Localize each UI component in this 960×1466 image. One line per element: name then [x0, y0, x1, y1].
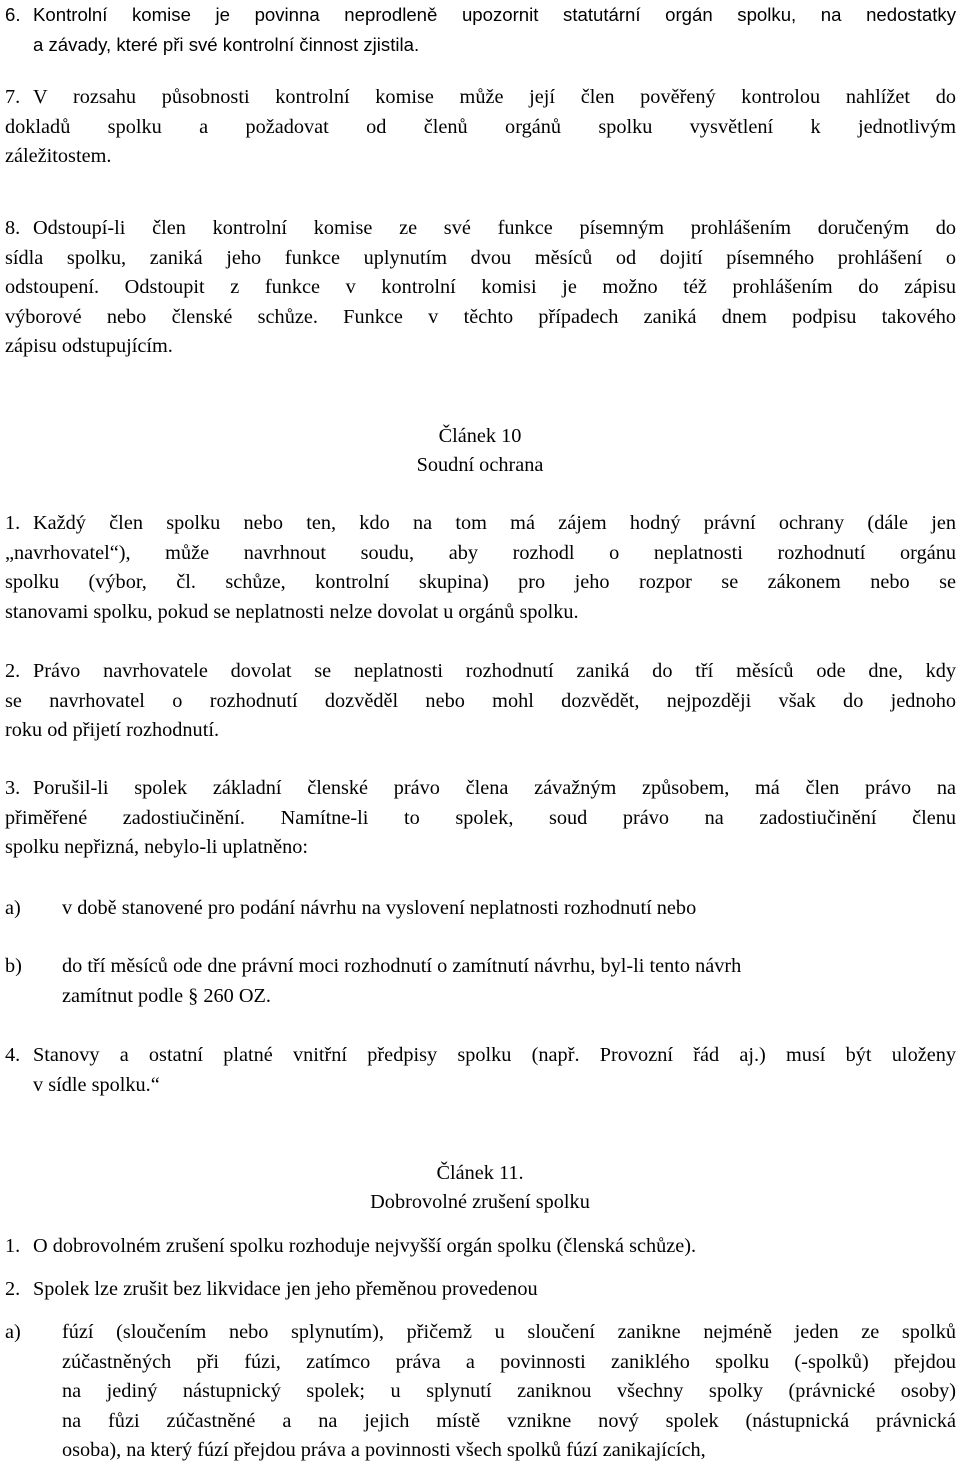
text-line: „navrhovatel“), může navrhnout soudu, aby rozhodl o neplatnosti rozhodnutí orgánu — [5, 541, 956, 564]
text-line: spolku (výbor, čl. schůze, kontrolní skupina) pro jeho rozpor se zákonem nebo se — [5, 571, 956, 594]
article-10-paragraph-3 — [0, 774, 956, 863]
list-item-b — [0, 952, 956, 1011]
article-10-paragraph-2 — [0, 657, 956, 746]
text-line: V rozsahu působnosti kontrolní komise může její člen pověřený kontrolou nahlížet do — [33, 86, 956, 108]
text-line: přiměřené zadostiučinění. Namítne-li to spolek, soud právo na zadostiučinění členu — [5, 806, 956, 829]
paragraph-number: 7. — [5, 86, 21, 108]
article-10-paragraph-4 — [0, 1041, 956, 1100]
text-line: osoba), na který fúzí přejdou práva a povinnosti všech spolků fúzí zanikajících, — [62, 1439, 706, 1462]
paragraph-number: 2. — [5, 660, 21, 682]
text-line: Stanovy a ostatní platné vnitřní předpisy spolku (např. Provozní řád aj.) musí být uloženy — [33, 1044, 956, 1066]
text-line: výborové nebo členské schůze. Funkce v těchto případech zaniká dnem podpisu takového — [5, 305, 956, 328]
paragraph-number: 4. — [5, 1044, 21, 1066]
text-line: O dobrovolném zrušení spolku rozhoduje nejvyšší orgán spolku (členská schůze). — [33, 1235, 697, 1257]
text-line: stanovami spolku, pokud se neplatnosti nelze dovolat u orgánů spolku. — [5, 600, 579, 623]
paragraph-number: 3. — [5, 777, 21, 799]
paragraph-number: 6. — [5, 4, 21, 25]
text-line: roku od přijetí rozhodnutí. — [5, 719, 220, 742]
paragraph-number: 2. — [5, 1278, 21, 1300]
list-label: b) — [5, 955, 22, 977]
text-line: v době stanovené pro podání návrhu na vyslovení neplatnosti rozhodnutí nebo — [62, 897, 697, 919]
article-11-heading: Článek 11. — [436, 1162, 524, 1184]
text-line: fúzí (sloučením nebo splynutím), přičemž u sloučení zanikne nejméně jeden ze spolků — [62, 1321, 956, 1343]
article-11-paragraph-1 — [0, 1232, 956, 1262]
text-line: zápisu odstupujícím. — [5, 335, 173, 358]
article-11-paragraph-2 — [0, 1275, 956, 1305]
list-label: a) — [5, 1321, 21, 1343]
text-line: v sídle spolku.“ — [33, 1073, 160, 1096]
list-item-a — [0, 894, 956, 924]
article-10-heading: Článek 10 — [438, 425, 522, 447]
text-line: dokladů spolku a požadovat od členů orgánů spolku vysvětlení k jednotlivým — [5, 115, 956, 138]
text-line: Odstoupí-li člen kontrolní komise ze své funkce písemným prohlášením doručeným do — [33, 217, 956, 239]
text-line: Spolek lze zrušit bez likvidace jen jeho přeměnou provedenou — [33, 1278, 538, 1300]
paragraph-number: 1. — [5, 512, 21, 534]
paragraph-6 — [0, 0, 956, 59]
article-10-paragraph-1 — [0, 509, 956, 627]
paragraph-number: 1. — [5, 1235, 21, 1257]
text-line: spolku nepřizná, nebylo-li uplatněno: — [5, 836, 309, 859]
paragraph-7 — [0, 83, 956, 172]
paragraph-number: 8. — [5, 217, 21, 239]
text-line: Každý člen spolku nebo ten, kdo na tom má zájem hodný právní ochrany (dále jen — [33, 512, 956, 534]
text-line: zamítnut podle § 260 OZ. — [62, 984, 271, 1007]
article-11-subheading: Dobrovolné zrušení spolku — [370, 1191, 590, 1213]
text-line: záležitostem. — [5, 145, 112, 168]
text-line: sídla spolku, zaniká jeho funkce uplynutím dvou měsíců od dojití písemného prohlášení o — [5, 246, 956, 269]
text-line: Kontrolní komise je povinna neprodleně upozornit statutární orgán spolku, na nedostatky — [33, 4, 956, 25]
text-line: se navrhovatel o rozhodnutí dozvěděl nebo mohl dozvědět, nejpozději však do jednoho — [5, 689, 956, 712]
text-line: na jediný nástupnický spolek; u splynutí zaniknou všechny spolky (právnické osoby) — [62, 1380, 956, 1403]
text-line: na fůzi zúčastněné a na jejich místě vznikne nový spolek (nástupnická právnická — [62, 1409, 956, 1432]
text-line: Právo navrhovatele dovolat se neplatnosti rozhodnutí zaniká do tří měsíců ode dne, kdy — [33, 660, 956, 682]
text-line: a závady, které při své kontrolní činnost zjistila. — [33, 33, 420, 55]
text-line: zúčastněných při fúzi, zatímco práva a povinnosti zaniklého spolku (-spolků) přejdou — [62, 1350, 956, 1373]
text-line: Porušil-li spolek základní členské právo člena závažným způsobem, má člen právo na — [33, 777, 956, 799]
article-11-list-item-a — [0, 1318, 956, 1466]
article-10-subheading: Soudní ochrana — [416, 454, 544, 476]
paragraph-8 — [0, 214, 956, 362]
text-line: do tří měsíců ode dne právní moci rozhodnutí o zamítnutí návrhu, byl-li tento návrh — [62, 955, 742, 977]
text-line: odstoupení. Odstoupit z funkce v kontrolní komisi je možno též prohlášením do zápisu — [5, 276, 956, 299]
list-label: a) — [5, 897, 21, 919]
